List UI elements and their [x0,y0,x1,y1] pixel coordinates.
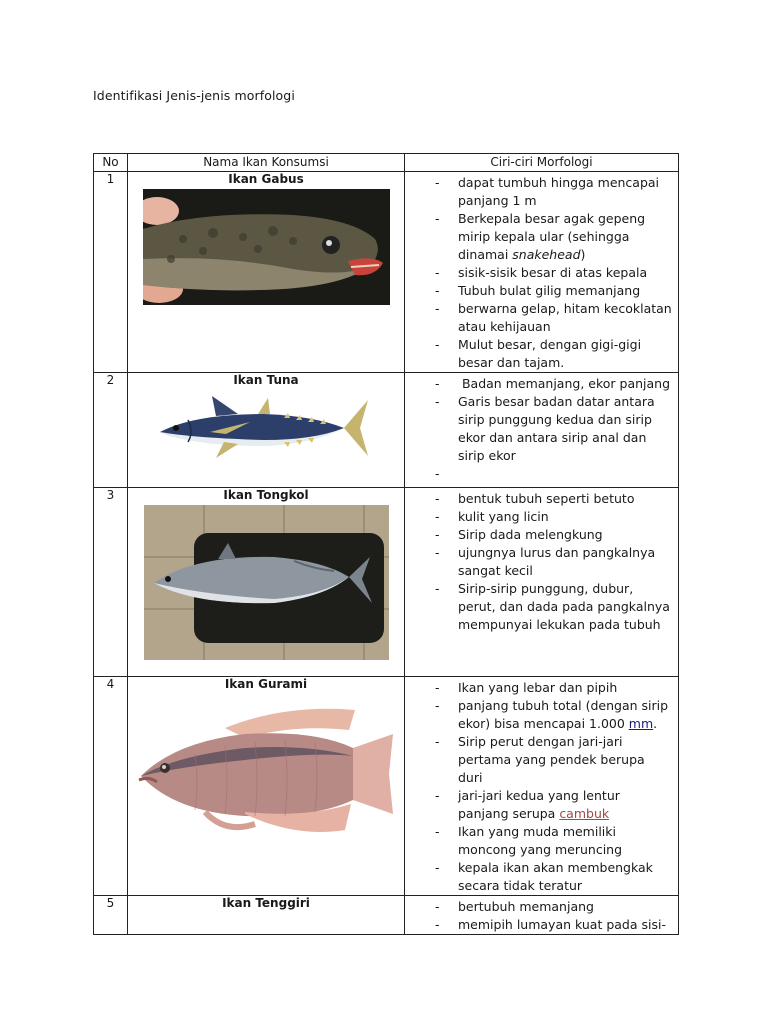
trait-item: - Sirip perut dengan jari-jari pertama yang pendek berupa duri [435,733,672,787]
header-fish-name: Nama Ikan Konsumsi [128,154,405,172]
tongkol-fish-photo [144,505,389,660]
trait-list [405,896,678,934]
trait-item [435,697,672,733]
fish-name-cell [128,677,405,896]
traits-cell [405,896,679,935]
table-row [94,677,679,896]
document-title: Identifikasi Jenis-jenis morfologi [93,88,295,103]
fish-name: Ikan Gabus [228,172,304,186]
trait-item: - Tubuh bulat gilig memanjang [435,282,672,300]
traits-cell [405,677,679,896]
table-row [94,488,679,677]
row-number: 4 [94,677,128,896]
fish-name-cell [128,373,405,488]
trait-list [405,677,678,895]
trait-item [435,787,672,823]
fish-name-cell [128,896,405,935]
traits-cell [405,373,679,488]
trait-item: - Ikan yang muda memiliki moncong yang meruncing [435,823,672,859]
trait-item: - Garis besar badan datar antara sirip punggung kedua dan sirip ekor dan antara sirip anal dan sirip ekor [435,393,672,465]
table-row [94,896,679,935]
fish-name-cell [128,488,405,677]
trait-item: - sisik-sisik besar di atas kepala [435,264,672,282]
trait-item: - bertubuh memanjang [435,898,672,916]
row-number: 3 [94,488,128,677]
gurami-fish-photo [135,694,397,844]
trait-item: - Ikan yang lebar dan pipih [435,679,672,697]
snakehead-fish-photo [143,189,390,305]
header-morphology: Ciri-ciri Morfologi [405,154,679,172]
trait-item: - kulit yang licin [435,508,672,526]
trait-item: - bentuk tubuh seperti betuto [435,490,672,508]
trait-item: - dapat tumbuh hingga mencapai panjang 1 m [435,174,672,210]
row-number: 2 [94,373,128,488]
trait-text: jari-jari kedua yang lentur panjang serupa [458,788,620,821]
trait-text: Berkepala besar agak gepeng mirip kepala ular (sehingga dinamai [458,211,646,262]
tuna-fish-illustration [154,390,378,466]
trait-item [435,210,672,264]
table-header-row [94,154,679,172]
trait-item: - Sirip dada melengkung [435,526,672,544]
row-number: 1 [94,172,128,373]
trait-text-tail: ) [580,247,586,262]
trait-text-tail: . [653,716,658,731]
row-number: 5 [94,896,128,935]
trait-item: - Badan memanjang, ekor panjang [435,375,672,393]
header-no: No [94,154,128,172]
trait-italic-term: snakehead [512,247,581,262]
mm-link[interactable]: mm [628,716,654,731]
trait-item: - kepala ikan akan membengkak secara tidak teratur [435,859,672,895]
trait-list [405,172,678,372]
trait-list [405,488,678,634]
trait-list [405,373,678,465]
trait-item: - berwarna gelap, hitam kecoklatan atau kehijauan [435,300,672,336]
trait-item: - ujungnya lurus dan pangkalnya sangat kecil [435,544,672,580]
trait-item: - Sirip-sirip punggung, dubur, perut, dan dada pada pangkalnya mempunyai lekukan pada tubuh [435,580,672,634]
cambuk-link[interactable]: cambuk [559,806,610,821]
fish-name: Ikan Tenggiri [222,896,310,910]
trait-item: - memipih lumayan kuat pada sisi- [435,916,672,934]
fish-name: Ikan Tuna [233,373,299,387]
table-row [94,373,679,488]
traits-cell [405,172,679,373]
table-row [94,172,679,373]
morphology-table [93,153,679,935]
fish-name-cell [128,172,405,373]
trait-item: - Mulut besar, dengan gigi-gigi besar dan tajam. [435,336,672,372]
fish-name: Ikan Gurami [224,677,308,691]
traits-cell [405,488,679,677]
trait-text: panjang tubuh total (dengan sirip ekor) bisa mencapai 1.000 [458,698,669,731]
fish-name: Ikan Tongkol [223,488,309,502]
